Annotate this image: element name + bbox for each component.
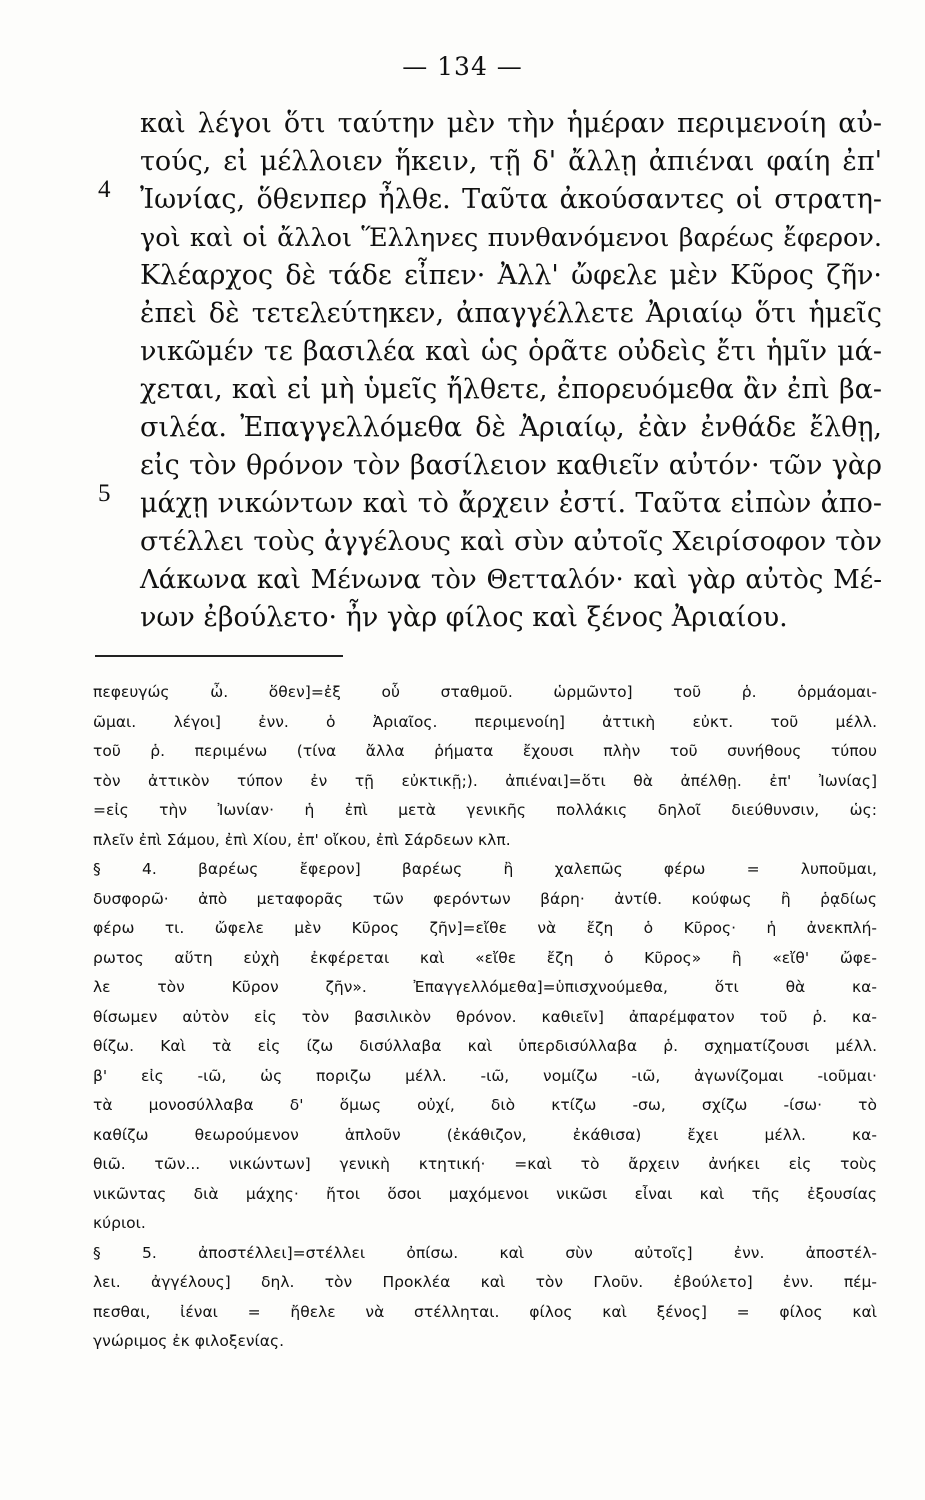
main-text-line: εἰς τὸν θρόνον τὸν βασίλειον καθιεῖν αὐτόν· τῶν γὰρ — [140, 450, 882, 481]
note-line: θίζω. Καὶ τὰ εἰς ίζω δισύλλαβα καὶ ὑπερδισύλλαβα ῥ. σχηματίζουσι μέλλ. — [93, 1037, 877, 1055]
footnote-divider — [95, 655, 343, 657]
note-line: ῶμαι. λέγοι] ἐνν. ὁ Ἀριαῖος. περιμενοίη] ἀττικὴ εὐκτ. τοῦ μέλλ. — [93, 712, 877, 731]
main-text-line: ἐπεὶ δὲ τετελεύτηκεν, ἀπαγγέλλετε Ἀριαίῳ ὅτι ἡμεῖς — [140, 298, 882, 329]
note-line: δυσφορῶ· ἀπὸ μεταφορᾶς τῶν φερόντων βάρη· ἀντίθ. κούφως ἢ ῥᾳδίως — [93, 889, 877, 908]
note-line: φέρω τι. ὤφελε μὲν Κῦρος ζῆν]=εἴθε νὰ ἔζη ὁ Κῦρος· ἡ ἀνεκπλή- — [93, 919, 877, 937]
note-line: λει. ἀγγέλους] δηλ. τὸν Προκλέα καὶ τὸν Γλοῦν. ἐβούλετο] ἐνν. πέμ- — [93, 1273, 877, 1291]
note-line: § 5. ἀποστέλλει]=στέλλει ὀπίσω. καὶ σὺν αὐτοῖς] ἐνν. ἀποστέλ- — [93, 1243, 877, 1262]
main-text-line: νων ἐβούλετο· ἦν γὰρ φίλος καὶ ξένος Ἀριαίου. — [140, 602, 788, 633]
commentary-notes — [93, 678, 877, 1357]
note-line: καθίζω θεωρούμενον ἁπλοῦν (ἐκάθιζον, ἐκάθισα) ἔχει μέλλ. κα- — [93, 1125, 877, 1144]
note-line: θίσωμεν αὐτὸν εἰς τὸν βασιλικὸν θρόνον. καθιεῖν] ἀπαρέμφατον τοῦ ῥ. κα- — [93, 1007, 877, 1026]
main-text-line: γοὶ καὶ οἱ ἄλλοι Ἕλληνες πυνθανόμενοι βαρέως ἔφερον. — [140, 223, 882, 253]
main-text-line: Ἰωνίας, ὅθενπερ ἦλθε. Ταῦτα ἀκούσαντες οἱ στρατη- — [140, 184, 882, 215]
main-text-line: νικῶμέν τε βασιλέα καὶ ὡς ὁρᾶτε οὐδεὶς ἔτι ἡμῖν μά- — [140, 336, 882, 367]
main-text-line: Λάκωνα καὶ Μένωνα τὸν Θετταλόν· καὶ γὰρ αὐτὸς Μέ- — [140, 565, 882, 595]
note-line: =εἰς τὴν Ἰωνίαν· ἡ ἐπὶ μετὰ γενικῆς πολλάκις δηλοῖ διεύθυνσιν, ὡς: — [93, 801, 877, 819]
note-line: γνώριμος ἐκ φιλοξενίας. — [93, 1332, 284, 1350]
note-line: πλεῖν ἐπὶ Σάμου, ἐπὶ Χίου, ἐπ' οἴκου, ἐπὶ Σάρδεων κλπ. — [93, 830, 511, 849]
note-line: κύριοι. — [93, 1214, 146, 1232]
note-line: τὸν ἀττικὸν τύπον ἐν τῇ εὐκτικῇ;). ἀπιέναι]=ὅτι θὰ ἀπέλθῃ. ἐπ' Ἰωνίας] — [93, 771, 877, 790]
note-line: τοῦ ῥ. περιμένω (τίνα ἄλλα ῥήματα ἔχουσι πλὴν τοῦ συνήθους τύπου — [93, 742, 877, 760]
page-number: — 134 — — [402, 52, 523, 81]
main-text-line: σιλέα. Ἐπαγγελλόμεθα δὲ Ἀριαίῳ, ἐὰν ἐνθάδε ἔλθῃ, — [140, 412, 882, 443]
main-text-line: τούς, εἰ μέλλοιεν ἥκειν, τῇ δ' ἄλλῃ ἀπιέναι φαίη ἐπ' — [140, 146, 882, 177]
note-line: β' εἰς -ιῶ, ὡς ποριζω μέλλ. -ιῶ, νομίζω -ιῶ, ἀγωνίζομαι -ιοῦμαι· — [93, 1066, 877, 1085]
main-text-line: χεται, καὶ εἰ μὴ ὑμεῖς ἤλθετε, ἐπορευόμεθα ἂν ἐπὶ βα- — [140, 374, 882, 405]
main-text-line: καὶ λέγοι ὅτι ταύτην μὲν τὴν ἡμέραν περιμενοίη αὐ- — [140, 108, 882, 139]
note-line: τὰ μονοσύλλαβα δ' ὅμως οὐχί, διὸ κτίζω -σω, σχίζω -ίσω· τὸ — [93, 1096, 877, 1114]
note-line: λε τὸν Κῦρον ζῆν». Ἐπαγγελλόμεθα]=ὑπισχνούμεθα, ὅτι θὰ κα- — [93, 978, 877, 996]
main-text-line: Κλέαρχος δὲ τάδε εἶπεν· Ἀλλ' ὤφελε μὲν Κῦρος ζῆν· — [140, 260, 882, 291]
note-line: πεσθαι, ἰέναι = ἤθελε νὰ στέλληται. φίλος καὶ ξένος] = φίλος καὶ — [93, 1302, 877, 1321]
section-number-4: 4 — [98, 176, 111, 203]
note-line: πεφευγώς ὦ. ὅθεν]=ἐξ οὗ σταθμοῦ. ὡρμῶντο] τοῦ ῥ. ὁρμάομαι- — [93, 683, 877, 701]
note-line: § 4. βαρέως ἔφερον] βαρέως ἢ χαλεπῶς φέρω = λυποῦμαι, — [93, 860, 877, 878]
note-line: θιῶ. τῶν... νικώντων] γενικὴ κτητική· =καὶ τὸ ἄρχειν ἀνήκει εἰς τοὺς — [93, 1155, 877, 1173]
section-number-5: 5 — [98, 480, 111, 507]
note-line: ρωτος αὕτη εὐχὴ ἐκφέρεται καὶ «εἴθε ἔζη ὁ Κῦρος» ἢ «εἴθ' ὤφε- — [93, 948, 877, 967]
main-text-line: στέλλει τοὺς ἀγγέλους καὶ σὺν αὐτοῖς Χειρίσοφον τὸν — [140, 526, 882, 557]
main-text-line: μάχῃ νικώντων καὶ τὸ ἄρχειν ἐστί. Ταῦτα εἰπὼν ἀπο- — [140, 488, 882, 519]
note-line: νικῶντας διὰ μάχης· ἤτοι ὅσοι μαχόμενοι νικῶσι εἶναι καὶ τῆς ἐξουσίας — [93, 1184, 877, 1203]
main-text — [140, 105, 882, 637]
